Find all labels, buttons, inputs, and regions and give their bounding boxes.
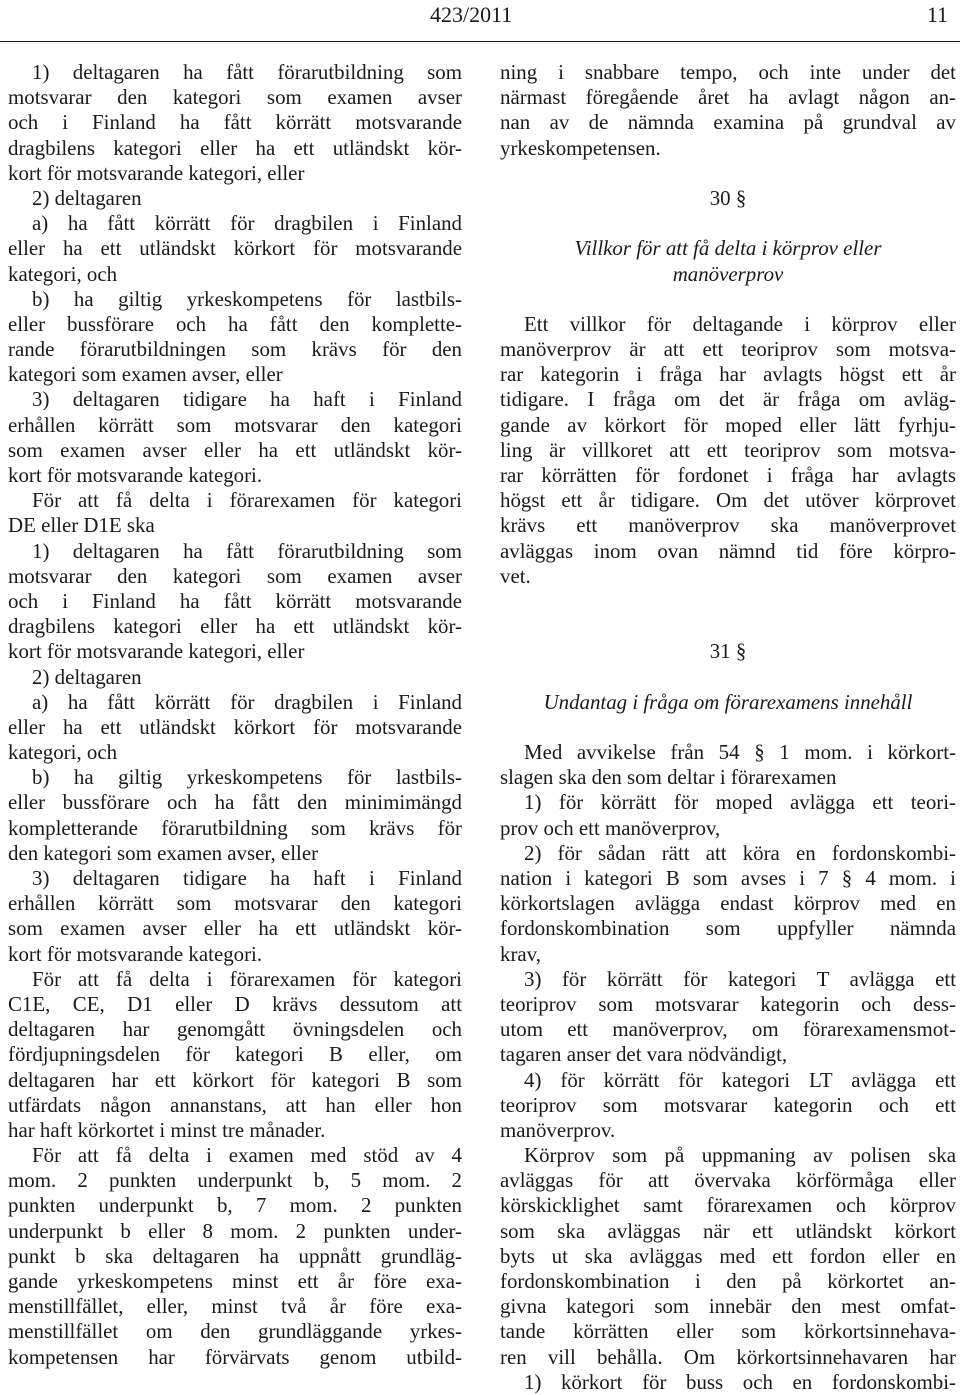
text-line: C1E, CE, D1 eller D krävs dessutom att	[8, 991, 462, 1016]
text-line: manöverprov är att ett teoriprov som motsva-	[500, 337, 956, 362]
text-line: punkt b ska deltagaren ha uppnått grundläg-	[8, 1243, 462, 1268]
text-line: tagaren anser det vara nödvändigt,	[500, 1042, 788, 1067]
text-line: kompetensen har förvärvats genom utbild-	[8, 1344, 462, 1369]
text-line: kompletterande förarutbildning som krävs för	[8, 815, 462, 840]
text-line: 4) för körrätt för kategori LT avlägga ett	[524, 1067, 956, 1092]
text-line: rar körrätten för fordonet i fråga har avlagts	[500, 463, 956, 487]
text-line: högst ett år tidigare. Om det utöver körprovet	[500, 488, 956, 513]
text-line: 1) deltagaren ha fått förarutbildning som	[32, 60, 462, 84]
text-line: 1) deltagaren ha fått förarutbildning som	[32, 538, 462, 563]
text-line: byts ut ska avläggas med ett fordon eller en	[500, 1243, 956, 1268]
text-line: körskicklighet samt förarexamen och körprov	[500, 1193, 956, 1218]
text-line: Körprov som på uppmaning av polisen ska	[524, 1143, 956, 1168]
text-line: eller bussförare och ha fått den komplette-	[8, 311, 462, 336]
page-header	[0, 0, 960, 42]
spacer	[500, 715, 956, 740]
spacer	[500, 589, 956, 614]
text-line: fördjupningsdelen för kategori B eller, om	[8, 1042, 462, 1067]
text-line: menstillfället, eller, minst två år före exa-	[8, 1294, 462, 1319]
text-line: eller bussförare och ha fått den minimimängd	[8, 790, 462, 815]
text-line: 3) deltagaren tidigare ha haft i Finland	[32, 387, 462, 412]
text-line: yrkeskompetensen.	[500, 135, 661, 160]
spacer	[500, 211, 956, 236]
text-line: mom. 2 punkten underpunkt b, 5 mom. 2	[8, 1168, 462, 1193]
text-line: tidigare. I fråga om det är fråga om avläg-	[500, 387, 956, 412]
text-line: kort för motsvarande kategori.	[8, 463, 263, 487]
text-line: utom ett manöverprov, om förarexamensmot-	[500, 1017, 956, 1042]
text-line: Med avvikelse från 54 § 1 mom. i körkort-	[524, 740, 956, 765]
text-line: kort för motsvarande kategori, eller	[8, 639, 305, 664]
text-line: tande körrätten eller som körkortsinnehava-	[500, 1319, 956, 1344]
text-line: avläggas för att övervaka körförmåga eller	[500, 1168, 956, 1193]
text-line: motsvarar den kategori som examen avser	[8, 85, 462, 110]
text-line: nation i kategori B som avses i 7 § 4 mom. i	[500, 866, 956, 890]
text-line: fordonskombination som uppfyller nämnda	[500, 916, 956, 941]
text-line: har haft körkortet i minst tre månader.	[8, 1117, 326, 1142]
spacer	[500, 665, 956, 690]
text-line: gande yrkeskompetens minst ett år före exa-	[8, 1269, 462, 1293]
right-column	[500, 60, 956, 1395]
text-line: och i Finland ha fått körrätt motsvarande	[8, 588, 462, 613]
text-line: kort för motsvarande kategori, eller	[8, 160, 305, 185]
text-line: givna kategori som innebär den mest omfat-	[500, 1294, 956, 1319]
text-line: 1) körkort för buss och en fordonskombi-	[524, 1369, 956, 1394]
text-line: 1) för körrätt för moped avlägga ett teori-	[524, 790, 956, 815]
text-line: erhållen körrätt som motsvarar den kategori	[8, 412, 462, 437]
text-line: underpunkt b eller 8 mom. 2 punkten under-	[8, 1218, 462, 1243]
text-line: kategori som examen avser, eller	[8, 362, 283, 387]
text-line: eller ha ett utländskt körkort för motsvarande	[8, 714, 462, 739]
text-line: deltagaren har genomgått övningsdelen och	[8, 1017, 462, 1042]
page-number: 11	[926, 2, 948, 27]
text-line: deltagaren har ett körkort för kategori B som	[8, 1067, 462, 1092]
text-line: närmast föregående året ha avlagt någon an-	[500, 85, 956, 110]
document-number: 423/2011	[430, 2, 513, 27]
text-line: nan av de nämnda examina på grundval av	[500, 110, 956, 135]
left-column	[8, 60, 462, 1370]
text-line: ren vill behålla. Om körkortsinnehavaren har	[500, 1344, 956, 1369]
section-number: 31 §	[709, 639, 747, 664]
text-line: slagen ska den som deltar i förarexamen	[500, 765, 837, 790]
text-line: Ett villkor för deltagande i körprov eller	[524, 311, 956, 336]
text-line: b) ha giltig yrkeskompetens för lastbils-	[32, 286, 462, 311]
text-line: dragbilens kategori eller ha ett utländskt kör-	[8, 614, 462, 639]
text-line: För att få delta i examen med stöd av 4	[32, 1143, 462, 1168]
section-heading: manöverprov	[672, 261, 784, 286]
text-line: manöverprov.	[500, 1117, 616, 1142]
text-line: krav,	[500, 941, 541, 966]
text-line: rar kategorin i fråga har avlagts högst ett år	[500, 362, 956, 387]
text-line: 3) deltagaren tidigare ha haft i Finland	[32, 866, 462, 890]
text-line: vet.	[500, 563, 531, 588]
text-line: teoriprov som motsvarar kategorin och dess-	[500, 991, 956, 1016]
text-line: erhållen körrätt som motsvarar den kategori	[8, 891, 462, 916]
text-line: gande av körkort för moped eller lätt fyrhju-	[500, 412, 956, 437]
header-rule	[0, 41, 960, 42]
text-line: teoriprov som motsvarar kategorin och ett	[500, 1092, 956, 1117]
text-line: menstillfället om den grundläggande yrkes-	[8, 1319, 462, 1344]
spacer	[500, 287, 956, 312]
text-line: som examen avser eller ha ett utländskt kör-	[8, 437, 462, 462]
text-line: som ska avläggas när ett utländskt körkort	[500, 1218, 956, 1243]
text-line: motsvarar den kategori som examen avser	[8, 563, 462, 588]
text-line: För att få delta i förarexamen för kategori	[32, 488, 462, 513]
text-line: DE eller D1E ska	[8, 513, 155, 538]
text-line: den kategori som examen avser, eller	[8, 840, 319, 865]
text-line: a) ha fått körrätt för dragbilen i Finland	[32, 689, 462, 714]
text-line: ling är villkoret att ett teoriprov som motsva-	[500, 437, 956, 462]
text-line: b) ha giltig yrkeskompetens för lastbils-	[32, 765, 462, 790]
text-line: kategori, och	[8, 740, 118, 765]
text-line: ning i snabbare tempo, och inte under det	[500, 60, 956, 84]
text-line: dragbilens kategori eller ha ett utländskt kör-	[8, 135, 462, 160]
text-line: körkortslagen avlägga endast körprov med en	[500, 891, 956, 916]
text-line: rande förarutbildningen som krävs för den	[8, 337, 462, 362]
text-line: 2) för sådan rätt att köra en fordonskombi-	[524, 840, 956, 865]
text-line: 3) för körrätt för kategori T avlägga ett	[524, 966, 956, 991]
section-heading: Undantag i fråga om förarexamens innehåll	[543, 689, 913, 714]
text-line: som examen avser eller ha ett utländskt kör-	[8, 916, 462, 941]
text-line: prov och ett manöverprov,	[500, 815, 721, 840]
spacer	[500, 614, 956, 639]
text-line: punkten underpunkt b, 7 mom. 2 punkten	[8, 1193, 462, 1218]
text-line: och i Finland ha fått körrätt motsvarande	[8, 110, 462, 135]
text-line: kort för motsvarande kategori.	[8, 941, 263, 966]
text-line: För att få delta i förarexamen för kategori	[32, 966, 462, 991]
text-line: eller ha ett utländskt körkort för motsvarande	[8, 236, 462, 261]
text-line: avläggas inom ovan nämnd tid före körpro-	[500, 538, 956, 563]
text-line: a) ha fått körrätt för dragbilen i Finland	[32, 211, 462, 236]
text-line: utfärdats någon annanstans, att han eller hon	[8, 1092, 462, 1117]
text-line: krävs ett manöverprov ska manöverprovet	[500, 513, 956, 538]
text-line: 2) deltagaren	[32, 185, 142, 210]
text-line: 2) deltagaren	[32, 664, 142, 689]
section-heading: Villkor för att få delta i körprov eller	[574, 236, 882, 261]
spacer	[500, 161, 956, 186]
section-number: 30 §	[709, 185, 747, 210]
text-line: kategori, och	[8, 261, 118, 286]
text-line: fordonskombination i den på körkortet an-	[500, 1269, 956, 1293]
